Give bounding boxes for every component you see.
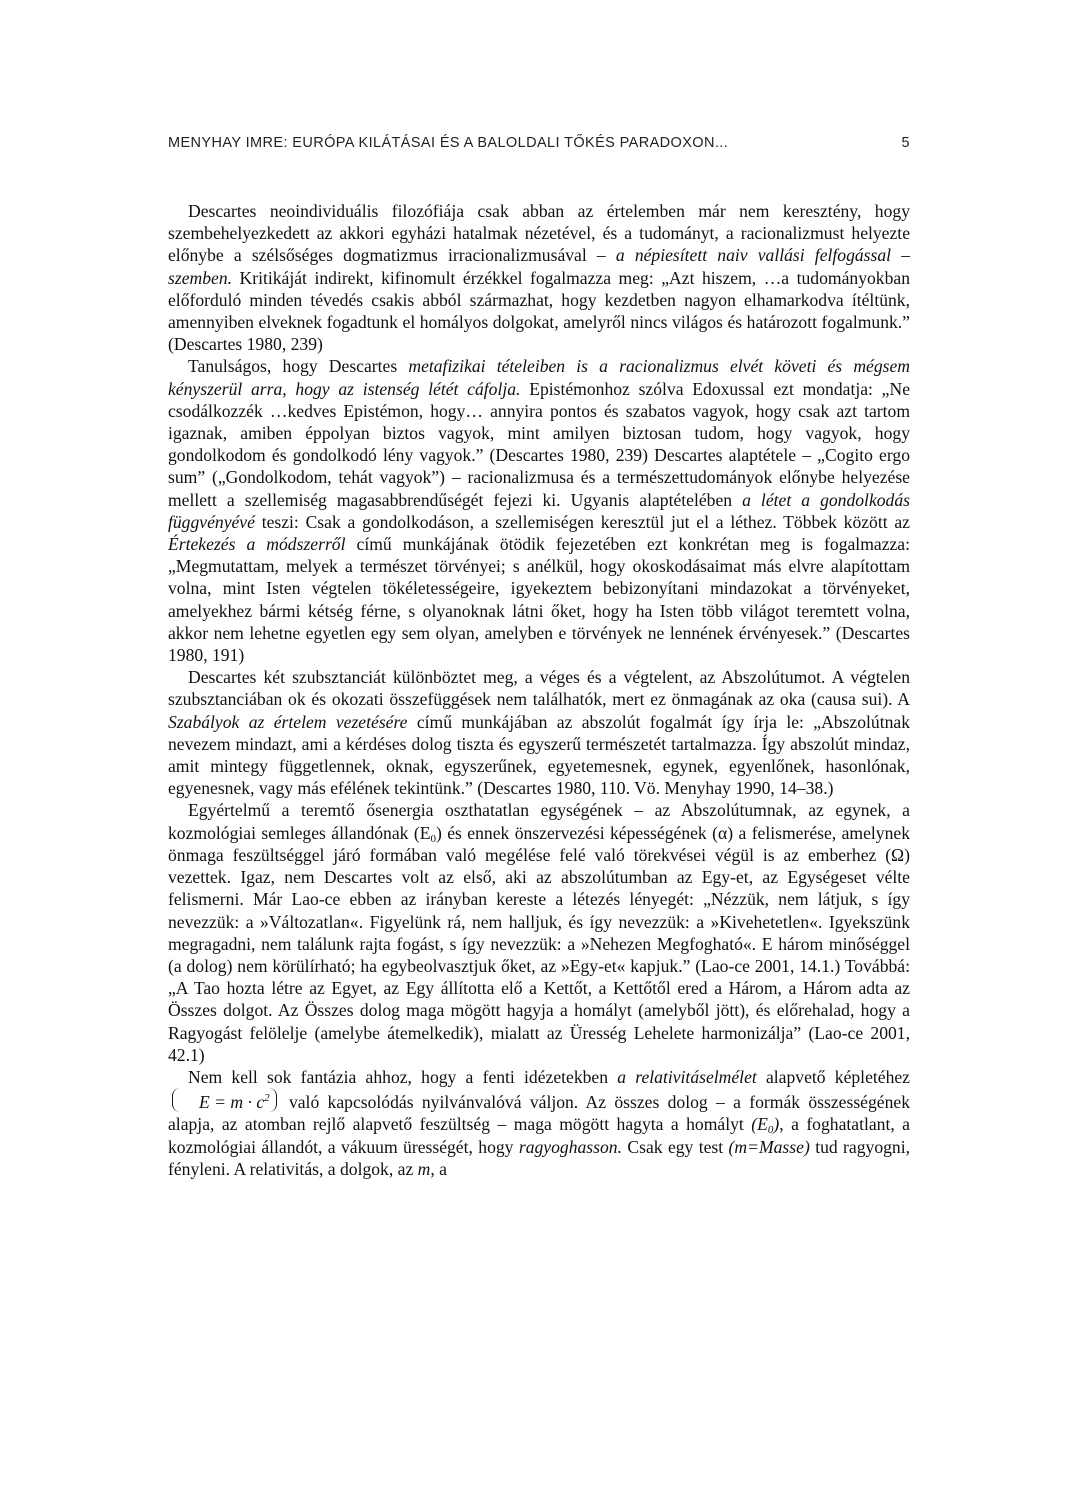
paragraph-metaphysics	[168, 355, 910, 666]
text-run: Descartes neoindividuális filozófiája csak abban az értelemben már nem keresztény, hogy szembehelyezkedett az akkori egyházi hatalmak nézetével, és a tudományt, a racionalizmust helyezte előnybe a szélsőséges dogmatizmus irracionalizmusával –	[168, 201, 910, 266]
text-run: Csak egy test	[621, 1136, 729, 1157]
text-run: a	[434, 1158, 447, 1179]
text-run: Egyértelmű a teremtő ősenergia oszthatatlan egységének – az Abszolútumnak, az egynek, a kozmológiai semleges állandónak (E	[168, 800, 910, 843]
text-run: Kritikáját indirekt, kifinomult érzékkel fogalmazza meg: „Azt hiszem, …a tudományokban előforduló minden tévedés csakis abból származhat, hogy kezdetben nagyon elhamarkodva ítéltünk, amennyiben elveknek fogadtunk el homályos dolgokat, amelyről nincs világos és határozott fogalmunk.” (Descartes 1980, 239)	[168, 267, 910, 355]
book-title: Értekezés a módszerről	[168, 534, 346, 555]
italic-run: a relativitáselmélet	[617, 1066, 757, 1087]
text-run: ) és ennek önszervezési képességének (α) a felismerése, amelynek önmaga feszültséggel járó formában való megélése felé való törekvései végül is az emberhez (Ω) vezettek. Igaz, nem Descartes volt az első, aki az abszolútumban az Egy-et, az Egységeset vélte felismerni. Már Lao-ce ebben az irányban kereste a létezés lényegét: „Nézzük, nem látjuk, s így nevezzük: a »Változatlan«. Figyelünk rá, nem halljuk, és így nevezzük: a »Kivehetetlen«. Igyekszünk megragadni, nem találunk rajta fogást, s így nevezzük: a »Nehezen Megfogható«. E három minőséggel (a dolog) nem körülírható; ha egybeolvasztjuk őket, az »Egy-et« kapjuk.” (Lao-ce 2001, 14.1.) Továbbá: „A Tao hozta létre az Egyet, az Egy állította elő a Kettőt, a Kettőtől ered a Három, a Három adta az Összes dolgot. Az Összes dolog maga mögött hagyja a homályt (amelyből jött), és előrehalad, hogy a Ragyogást felölelje (amelybe átemelkedik), mialatt az Üresség Lehelete harmonizálja” (Lao-ce 2001, 42.1)	[168, 822, 910, 1065]
text-run: (E	[751, 1114, 768, 1135]
text-run: Epistémonhoz szólva Edoxussal ezt mondatja: „Ne csodálkozzék …kedves Epistémon, hogy… annyira pontos és szabatos vagyok, hogy csak azt tartom igaznak, amiben éppolyan biztos vagyok, mint amilyen biztosan tudom, hogy vagyok, hogy gondolkodom és gondolkodó lény vagyok.” (Descartes 1980, 239) Descartes alaptétele – „Cogito ergo sum” („Gondolkodom, tehát vagyok”) – racionalizmusa és a természettudományok előnybe helyezése mellett a szellemiség magasabbrendűségét fejezi ki. Ugyanis alaptételében	[168, 378, 910, 510]
page-number: 5	[901, 135, 910, 151]
subscript: 0	[430, 832, 436, 845]
text-run: tud ragyogni, fényleni. A relativitás, a dolgok, az	[168, 1136, 910, 1179]
running-title: MENYHAY IMRE: EURÓPA KILÁTÁSAI ÉS A BALOLDALI TŐKÉS PARADOXON...	[168, 135, 729, 151]
body-text	[168, 200, 910, 1180]
book-title: Szabályok az értelem vezetésére	[168, 711, 408, 732]
text-run: Nem kell sok fantázia ahhoz, hogy a fenti idézetekben	[188, 1066, 618, 1087]
paragraph-descartes-philosophy	[168, 200, 910, 355]
text-run: Tanulságos, hogy Descartes	[188, 356, 409, 377]
italic-run	[751, 1114, 780, 1137]
subscript: 0	[767, 1124, 774, 1137]
formula-e-mc2	[172, 1088, 277, 1112]
paragraph-relativity	[168, 1066, 910, 1180]
running-header	[168, 135, 910, 157]
italic-run: m,	[417, 1158, 435, 1179]
text-run: című munkájának ötödik fejezetében ezt konkrétan meg is fogalmazza: „Megmutattam, melyek a természet törvényei; s anélkül, hogy okoskodásaimat más elvre alapítottam volna, mint Isten végtelen tökéletességeire, igyekeztem bebizonyítani mindazokat a törvényeket, amelyekhez bármi kétség férne, s olyanoknak látni őket, hogy ha Isten több világot teremtett volna, akkor nem lehetne egyetlen egy sem olyan, amelyben e törvények ne lennének érvényesek.” (Descartes 1980, 191)	[168, 534, 911, 666]
text-run: való kapcsolódás nyilvánvalóvá váljon. Az összes dolog – a formák összességének alapja, az atomban rejlő alapvető feszültség – maga mögött hagyta a homályt	[168, 1092, 910, 1135]
text-run: Descartes két szubsztanciát különböztet meg, a véges és a végtelent, az Abszolútumot. A végtelen szubsztanciában ok és okozati összefüggések nem találhatók, mert ez önmagának az oka (causa sui). A	[168, 667, 910, 710]
text-run: című munkájában az abszolút fogalmát így írja le: „Abszolútnak nevezem mindazt, ami a kérdéses dolog tiszta és egyszerű természetét tartalmazza. Így abszolút mindaz, amit mintegy függetlennek, oknak, egyszerűnek, egyetemesnek, egynek, egyenlőnek, hasonlónak, egyenesnek, vagy más efélének tekintünk.” (Descartes 1980, 110. Vö. Menyhay 1990, 14–38.)	[168, 711, 911, 799]
italic-run: a létet a gondolkodás függvényévé	[168, 489, 910, 532]
formula-exponent: 2	[264, 1092, 270, 1105]
paragraph-substances	[168, 666, 910, 799]
italic-run: (m=Masse)	[728, 1136, 810, 1157]
text-run: teszi: Csak a gondolkodáson, a szellemiségen keresztül jut el a léthez. Többek között az	[254, 511, 910, 532]
paragraph-absolute-energy	[168, 799, 910, 1065]
formula-body: E = m · c	[199, 1092, 265, 1113]
italic-run: a népiesített naiv vallási felfogással – szemben.	[168, 245, 911, 288]
text-run: , a foghatatlant, a kozmológiai állandót, a vákuum ürességét, hogy	[168, 1114, 910, 1157]
italic-run: ragyoghasson.	[518, 1136, 622, 1157]
text-run: alapvető képletéhez	[756, 1066, 910, 1087]
italic-run: metafizikai tételeiben is a racionalizmus elvét követi és mégsem kényszerül arra, hogy az istenség létét cáfolja.	[168, 356, 910, 399]
text-run: )	[773, 1114, 780, 1135]
